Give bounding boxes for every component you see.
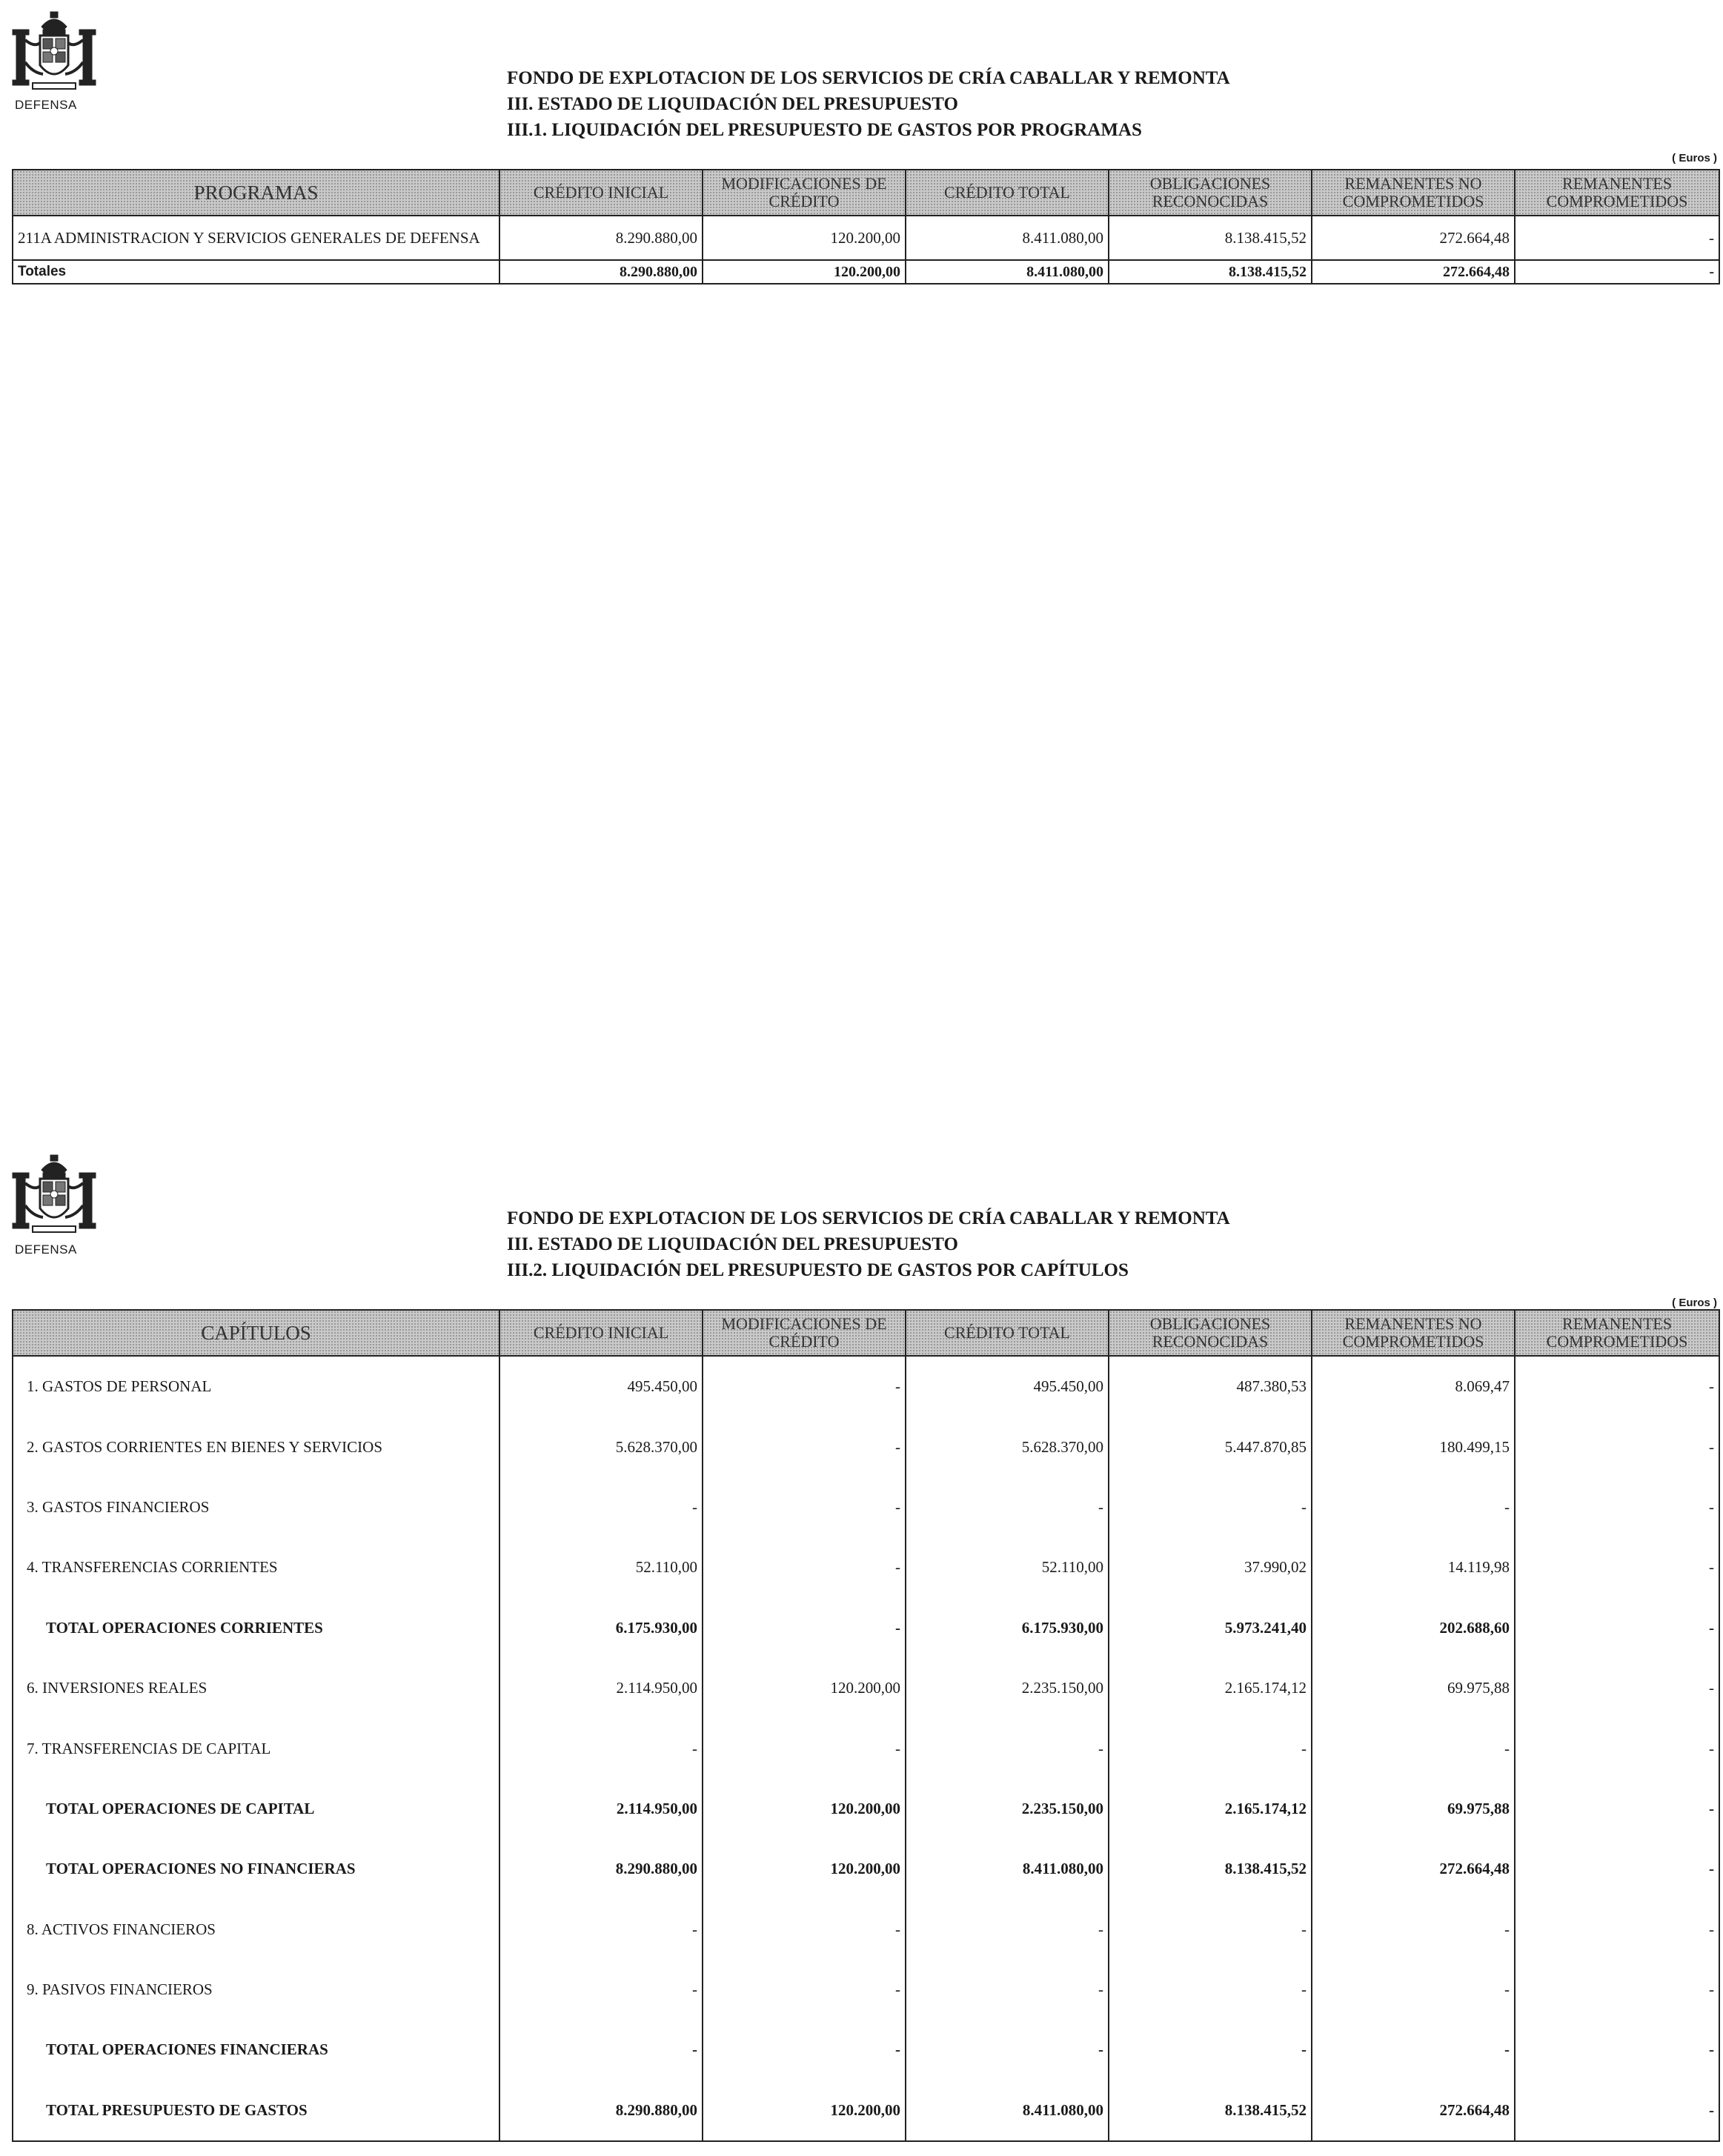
- cell-obligaciones: 5.447.870,85: [1109, 1417, 1312, 1477]
- report-title-line: FONDO DE EXPLOTACION DE LOS SERVICIOS DE CRÍA CABALLAR Y REMONTA: [507, 68, 1230, 88]
- coat-of-arms-icon: [10, 1154, 98, 1237]
- cell-remanentes-no-comprometidos: 272.664,48: [1312, 1839, 1515, 1899]
- cell-remanentes-comprometidos: -: [1515, 2080, 1719, 2141]
- ministry-label: DEFENSA: [15, 98, 77, 112]
- cell-credito-total: -: [906, 1900, 1109, 1960]
- row-label: 1. GASTOS DE PERSONAL: [13, 1356, 499, 1417]
- cell-modificaciones: -: [703, 1718, 906, 1778]
- row-label: TOTAL OPERACIONES DE CAPITAL: [13, 1779, 499, 1839]
- cell-credito-total: 8.411.080,00: [906, 2080, 1109, 2141]
- header-remanentes-no-comprometidos: REMANENTES NO COMPROMETIDOS: [1312, 1310, 1515, 1356]
- cell-remanentes-comprometidos: -: [1515, 1356, 1719, 1417]
- header-programas: PROGRAMAS: [13, 170, 499, 216]
- cell-remanentes-comprometidos: -: [1515, 1537, 1719, 1597]
- row-label: 2. GASTOS CORRIENTES EN BIENES Y SERVICIOS: [13, 1417, 499, 1477]
- cell-modificaciones: -: [703, 1417, 906, 1477]
- cell-credito-inicial: -: [499, 1960, 703, 2020]
- cell-credito-total: 2.235.150,00: [906, 1779, 1109, 1839]
- subtotal-row: [13, 2080, 1719, 2141]
- cell-obligaciones: 2.165.174,12: [1109, 1779, 1312, 1839]
- row-label: 4. TRANSFERENCIAS CORRIENTES: [13, 1537, 499, 1597]
- row-label: 6. INVERSIONES REALES: [13, 1658, 499, 1718]
- header-capitulos: CAPÍTULOS: [13, 1310, 499, 1356]
- report-subtitle-line: III. ESTADO DE LIQUIDACIÓN DEL PRESUPUESTO: [507, 94, 958, 114]
- row-label: TOTAL OPERACIONES CORRIENTES: [13, 1598, 499, 1658]
- row-label: 211A ADMINISTRACION Y SERVICIOS GENERALES DE DEFENSA: [13, 216, 499, 260]
- report-title-line: FONDO DE EXPLOTACION DE LOS SERVICIOS DE CRÍA CABALLAR Y REMONTA: [507, 1208, 1230, 1228]
- cell-obligaciones: 487.380,53: [1109, 1356, 1312, 1417]
- report-section-line: III.1. LIQUIDACIÓN DEL PRESUPUESTO DE GASTOS POR PROGRAMAS: [507, 120, 1142, 140]
- cell-credito-total: -: [906, 1960, 1109, 2020]
- cell-credito-inicial: -: [499, 2020, 703, 2080]
- cell-credito-total: 8.411.080,00: [906, 1839, 1109, 1899]
- cell-obligaciones: 37.990,02: [1109, 1537, 1312, 1597]
- cell-remanentes-no-comprometidos: 69.975,88: [1312, 1658, 1515, 1718]
- cell-modificaciones: -: [703, 1356, 906, 1417]
- total-remanentes-no-comprometidos: 272.664,48: [1312, 260, 1515, 284]
- cell-obligaciones: -: [1109, 2020, 1312, 2080]
- table-row: [13, 1477, 1719, 1537]
- cell-credito-inicial: -: [499, 1900, 703, 1960]
- cell-remanentes-no-comprometidos: 8.069,47: [1312, 1356, 1515, 1417]
- cell-credito-inicial: 6.175.930,00: [499, 1598, 703, 1658]
- header-obligaciones: OBLIGACIONES RECONOCIDAS: [1109, 170, 1312, 216]
- cell-modificaciones: 120.200,00: [703, 2080, 906, 2141]
- cell-credito-inicial: -: [499, 1718, 703, 1778]
- cell-remanentes-comprometidos: -: [1515, 1477, 1719, 1537]
- cell-credito-total: -: [906, 2020, 1109, 2080]
- cell-credito-total: 2.235.150,00: [906, 1658, 1109, 1718]
- table-header-row: [13, 1310, 1719, 1356]
- cell-obligaciones: -: [1109, 1960, 1312, 2020]
- cell-modificaciones: -: [703, 1598, 906, 1658]
- cell-obligaciones: 8.138.415,52: [1109, 1839, 1312, 1899]
- cell-modificaciones: -: [703, 2020, 906, 2080]
- subtotal-row: [13, 1839, 1719, 1899]
- programas-page: [0, 0, 1723, 311]
- total-credito-inicial: 8.290.880,00: [499, 260, 703, 284]
- cell-remanentes-comprometidos: -: [1515, 1960, 1719, 2020]
- cell-remanentes-comprometidos: -: [1515, 216, 1719, 260]
- totals-row: [13, 260, 1719, 284]
- cell-credito-inicial: 8.290.880,00: [499, 2080, 703, 2141]
- cell-credito-inicial: -: [499, 1477, 703, 1537]
- cell-credito-total: 6.175.930,00: [906, 1598, 1109, 1658]
- table-row: [13, 1718, 1719, 1778]
- cell-credito-inicial: 2.114.950,00: [499, 1658, 703, 1718]
- cell-modificaciones: -: [703, 1477, 906, 1537]
- cell-credito-inicial: 5.628.370,00: [499, 1417, 703, 1477]
- cell-credito-total: 5.628.370,00: [906, 1417, 1109, 1477]
- total-credito-total: 8.411.080,00: [906, 260, 1109, 284]
- cell-obligaciones: 8.138.415,52: [1109, 2080, 1312, 2141]
- cell-remanentes-no-comprometidos: 272.664,48: [1312, 216, 1515, 260]
- cell-remanentes-comprometidos: -: [1515, 1658, 1719, 1718]
- capitulos-table-body: [13, 1356, 1719, 2141]
- cell-obligaciones: -: [1109, 1718, 1312, 1778]
- total-obligaciones: 8.138.415,52: [1109, 260, 1312, 284]
- cell-obligaciones: -: [1109, 1477, 1312, 1537]
- report-section-line: III.2. LIQUIDACIÓN DEL PRESUPUESTO DE GASTOS POR CAPÍTULOS: [507, 1260, 1129, 1280]
- table-row: [13, 1900, 1719, 1960]
- subtotal-row: [13, 1779, 1719, 1839]
- cell-remanentes-comprometidos: -: [1515, 1900, 1719, 1960]
- cell-remanentes-comprometidos: -: [1515, 1718, 1719, 1778]
- table-row: [13, 216, 1719, 260]
- header-credito-total: CRÉDITO TOTAL: [906, 170, 1109, 216]
- cell-remanentes-no-comprometidos: -: [1312, 2020, 1515, 2080]
- cell-remanentes-comprometidos: -: [1515, 2020, 1719, 2080]
- capitulos-table: [12, 1309, 1720, 2142]
- cell-modificaciones: 120.200,00: [703, 1658, 906, 1718]
- cell-modificaciones: 120.200,00: [703, 216, 906, 260]
- cell-modificaciones: 120.200,00: [703, 1779, 906, 1839]
- row-label: 9. PASIVOS FINANCIEROS: [13, 1960, 499, 2020]
- cell-credito-inicial: 8.290.880,00: [499, 1839, 703, 1899]
- cell-remanentes-no-comprometidos: 14.119,98: [1312, 1537, 1515, 1597]
- row-label: 7. TRANSFERENCIAS DE CAPITAL: [13, 1718, 499, 1778]
- ministry-label: DEFENSA: [15, 1242, 77, 1257]
- total-modificaciones: 120.200,00: [703, 260, 906, 284]
- cell-credito-inicial: 495.450,00: [499, 1356, 703, 1417]
- cell-remanentes-comprometidos: -: [1515, 1417, 1719, 1477]
- cell-modificaciones: 120.200,00: [703, 1839, 906, 1899]
- cell-remanentes-no-comprometidos: -: [1312, 1718, 1515, 1778]
- programas-table: [12, 169, 1720, 285]
- subtotal-row: [13, 1598, 1719, 1658]
- cell-remanentes-no-comprometidos: -: [1312, 1477, 1515, 1537]
- report-title-block: [507, 1205, 1230, 1283]
- cell-remanentes-comprometidos: -: [1515, 1779, 1719, 1839]
- header-modificaciones: MODIFICACIONES DE CRÉDITO: [703, 1310, 906, 1356]
- report-title-block: [507, 65, 1230, 143]
- header-credito-total: CRÉDITO TOTAL: [906, 1310, 1109, 1356]
- capitulos-page: [0, 1145, 1723, 2156]
- table-header-row: [13, 170, 1719, 216]
- header-credito-inicial: CRÉDITO INICIAL: [499, 1310, 703, 1356]
- cell-obligaciones: 8.138.415,52: [1109, 216, 1312, 260]
- row-label: 3. GASTOS FINANCIEROS: [13, 1477, 499, 1537]
- header-modificaciones: MODIFICACIONES DE CRÉDITO: [703, 170, 906, 216]
- row-label: 8. ACTIVOS FINANCIEROS: [13, 1900, 499, 1960]
- cell-remanentes-no-comprometidos: 202.688,60: [1312, 1598, 1515, 1658]
- row-label: TOTAL OPERACIONES NO FINANCIERAS: [13, 1839, 499, 1899]
- cell-credito-total: -: [906, 1477, 1109, 1537]
- header-credito-inicial: CRÉDITO INICIAL: [499, 170, 703, 216]
- cell-credito-total: 495.450,00: [906, 1356, 1109, 1417]
- row-label: TOTAL PRESUPUESTO DE GASTOS: [13, 2080, 499, 2141]
- cell-modificaciones: -: [703, 1960, 906, 2020]
- row-label: TOTAL OPERACIONES FINANCIERAS: [13, 2020, 499, 2080]
- table-row: [13, 1960, 1719, 2020]
- cell-modificaciones: -: [703, 1900, 906, 1960]
- currency-units-label: ( Euros ): [1672, 152, 1717, 164]
- report-subtitle-line: III. ESTADO DE LIQUIDACIÓN DEL PRESUPUESTO: [507, 1234, 958, 1254]
- header-obligaciones: OBLIGACIONES RECONOCIDAS: [1109, 1310, 1312, 1356]
- table-row: [13, 1658, 1719, 1718]
- cell-remanentes-comprometidos: -: [1515, 1839, 1719, 1899]
- cell-remanentes-no-comprometidos: 69.975,88: [1312, 1779, 1515, 1839]
- totals-label: Totales: [13, 260, 499, 284]
- cell-remanentes-comprometidos: -: [1515, 1598, 1719, 1658]
- header-remanentes-comprometidos: REMANENTES COMPROMETIDOS: [1515, 1310, 1719, 1356]
- cell-credito-total: -: [906, 1718, 1109, 1778]
- cell-credito-inicial: 2.114.950,00: [499, 1779, 703, 1839]
- subtotal-row: [13, 2020, 1719, 2080]
- cell-credito-inicial: 8.290.880,00: [499, 216, 703, 260]
- cell-credito-total: 8.411.080,00: [906, 216, 1109, 260]
- header-remanentes-comprometidos: REMANENTES COMPROMETIDOS: [1515, 170, 1719, 216]
- cell-credito-total: 52.110,00: [906, 1537, 1109, 1597]
- cell-remanentes-no-comprometidos: 180.499,15: [1312, 1417, 1515, 1477]
- cell-remanentes-no-comprometidos: 272.664,48: [1312, 2080, 1515, 2141]
- table-row: [13, 1537, 1719, 1597]
- cell-remanentes-no-comprometidos: -: [1312, 1960, 1515, 2020]
- cell-remanentes-no-comprometidos: -: [1312, 1900, 1515, 1960]
- cell-obligaciones: 5.973.241,40: [1109, 1598, 1312, 1658]
- cell-obligaciones: 2.165.174,12: [1109, 1658, 1312, 1718]
- coat-of-arms-icon: [10, 10, 98, 93]
- table-row: [13, 1356, 1719, 1417]
- currency-units-label: ( Euros ): [1672, 1297, 1717, 1309]
- cell-modificaciones: -: [703, 1537, 906, 1597]
- total-remanentes-comprometidos: -: [1515, 260, 1719, 284]
- table-row: [13, 1417, 1719, 1477]
- cell-credito-inicial: 52.110,00: [499, 1537, 703, 1597]
- cell-obligaciones: -: [1109, 1900, 1312, 1960]
- header-remanentes-no-comprometidos: REMANENTES NO COMPROMETIDOS: [1312, 170, 1515, 216]
